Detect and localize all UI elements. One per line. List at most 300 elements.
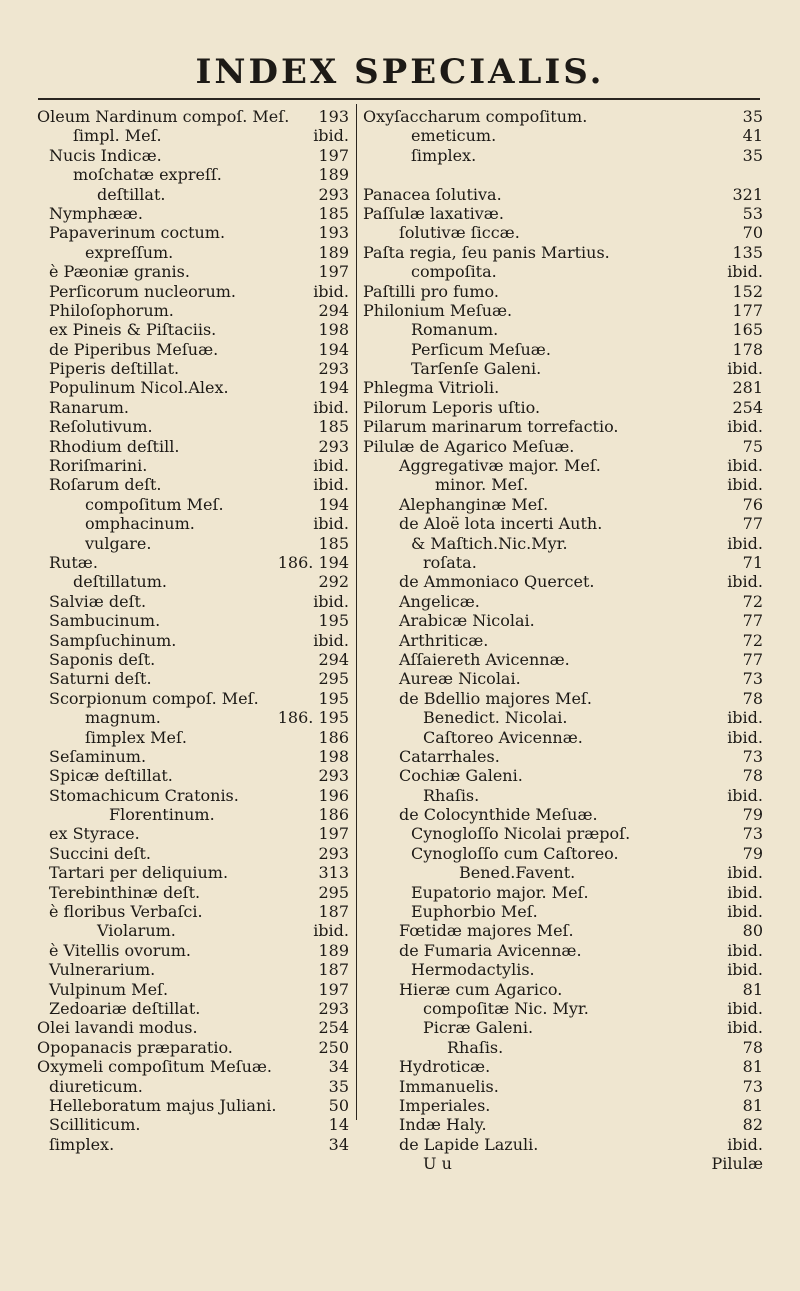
entry-term: Seſaminum. [49, 746, 147, 766]
entry-page-number: ibid. [313, 921, 349, 941]
entry-page-number: 187 [318, 902, 349, 922]
entry-term: minor. Meſ. [435, 475, 529, 495]
index-entry [363, 824, 763, 843]
index-entry [37, 921, 349, 940]
entry-term: Arabicæ Nicolai. [399, 611, 535, 631]
entry-page-number: 254 [732, 397, 763, 417]
entry-term: Tarſenſe Galeni. [411, 359, 542, 379]
index-entry [363, 243, 763, 262]
entry-term: Alephanginæ Meſ. [399, 494, 549, 514]
entry-term: Perſicum Meſuæ. [411, 339, 551, 359]
entry-term: ſolutivæ ſiccæ. [399, 223, 520, 243]
entry-page-number: ibid. [313, 281, 349, 301]
index-entry [363, 572, 763, 591]
entry-term: ſimplex. [411, 145, 477, 165]
entry-term: emeticum. [411, 126, 497, 146]
entry-page-number: 185 [318, 533, 349, 553]
entry-page-number: 35 [328, 1076, 349, 1096]
entry-term: Philonium Meſuæ. [363, 300, 513, 320]
index-entry [37, 514, 349, 533]
entry-term: Zedoariæ deſtillat. [49, 998, 201, 1018]
entry-term: Arthriticæ. [399, 630, 489, 650]
index-entry [37, 223, 349, 242]
entry-page-number: ibid. [313, 514, 349, 534]
entry-page-number: 78 [742, 1037, 763, 1057]
entry-page-number: 189 [318, 940, 349, 960]
entry-term: Benedict. Nicolai. [423, 708, 568, 728]
entry-term: Angelicæ. [399, 591, 480, 611]
entry-page-number: ibid. [727, 727, 763, 747]
entry-term: Vulnerarium. [49, 960, 156, 980]
index-entry [37, 398, 349, 417]
entry-term: Spicæ deſtillat. [49, 766, 173, 786]
entry-page-number: 293 [318, 184, 349, 204]
entry-page-number: Pilulæ [711, 1154, 763, 1174]
entry-page-number: 35 [742, 107, 763, 126]
entry-page-number: 295 [318, 669, 349, 689]
index-entry [37, 475, 349, 494]
entry-term: Nucis Indicæ. [49, 145, 162, 165]
index-entry [363, 204, 763, 223]
entry-term: Hydroticæ. [399, 1057, 491, 1077]
index-entry [363, 262, 763, 281]
entry-page-number: 73 [742, 824, 763, 844]
index-entry [363, 902, 763, 921]
entry-term: de Ammoniaco Quercet. [399, 572, 595, 592]
index-entry [37, 611, 349, 630]
entry-page-number: 73 [742, 1076, 763, 1096]
index-entry [37, 883, 349, 902]
entry-term: Aggregativæ major. Meſ. [399, 456, 601, 476]
index-entry [37, 1135, 349, 1154]
entry-page-number: 193 [318, 107, 349, 126]
entry-term: compoſitum Meſ. [85, 494, 224, 514]
index-entry [37, 262, 349, 281]
entry-term: Panacea ſolutiva. [363, 184, 502, 204]
entry-term: & Maſtich.Nic.Myr. [411, 533, 568, 553]
index-entry [363, 883, 763, 902]
index-entry [37, 495, 349, 514]
index-entry [37, 1018, 349, 1037]
index-entry [363, 728, 763, 747]
entry-page-number: ibid. [727, 359, 763, 379]
index-entry [363, 475, 763, 494]
entry-term: vulgare. [85, 533, 152, 553]
index-entry [37, 553, 349, 572]
entry-page-number: ibid. [727, 572, 763, 592]
index-entry [37, 786, 349, 805]
entry-page-number: 35 [742, 145, 763, 165]
entry-page-number: 76 [742, 494, 763, 514]
index-entry [363, 1018, 763, 1037]
entry-page-number: 186 [318, 727, 349, 747]
entry-term: de Colocynthide Meſuæ. [399, 805, 598, 825]
entry-page-number: ibid. [727, 262, 763, 282]
entry-page-number: ibid. [727, 863, 763, 883]
entry-term: deſtillat. [97, 184, 166, 204]
entry-page-number: 34 [328, 1057, 349, 1077]
index-entry [363, 689, 763, 708]
entry-term: omphacinum. [85, 514, 195, 534]
index-entry [37, 863, 349, 882]
index-entry [37, 165, 349, 184]
entry-term: ſimpl. Meſ. [73, 126, 162, 146]
index-entry [37, 592, 349, 611]
page-header: INDEX SPECIALIS. [195, 52, 605, 92]
entry-term: Rutæ. [49, 552, 98, 572]
index-entry [363, 126, 763, 145]
entry-page-number: 50 [328, 1095, 349, 1115]
index-entry [363, 320, 763, 339]
entry-page-number: ibid. [727, 960, 763, 980]
entry-term: Florentinum. [109, 805, 215, 825]
index-entry [37, 728, 349, 747]
entry-page-number: ibid. [727, 785, 763, 805]
index-entry [37, 747, 349, 766]
index-entry [37, 243, 349, 262]
index-entry [37, 902, 349, 921]
entry-term: Roriſmarini. [49, 456, 148, 476]
entry-term: Eupatorio major. Meſ. [411, 882, 589, 902]
index-entry [363, 1154, 763, 1173]
index-entry [363, 107, 763, 126]
index-entry [37, 689, 349, 708]
entry-page-number: 254 [318, 1018, 349, 1038]
entry-term: Perſicorum nucleorum. [49, 281, 237, 301]
entry-term: Reſolutivum. [49, 417, 153, 437]
entry-page-number: 294 [318, 300, 349, 320]
entry-page-number: ibid. [313, 591, 349, 611]
entry-page-number: 77 [742, 514, 763, 534]
entry-page-number: 82 [742, 1115, 763, 1135]
entry-term: Salviæ deſt. [49, 591, 147, 611]
entry-term: Phlegma Vitrioli. [363, 378, 500, 398]
entry-page-number: 189 [318, 242, 349, 262]
entry-term: Paſtilli pro fumo. [363, 281, 499, 301]
entry-page-number: 177 [732, 300, 763, 320]
index-entry [363, 1115, 763, 1134]
index-entry [363, 514, 763, 533]
entry-page-number: 198 [318, 746, 349, 766]
entry-term: ex Styrace. [49, 824, 140, 844]
index-entry [363, 805, 763, 824]
entry-page-number: 198 [318, 320, 349, 340]
index-entry [363, 1077, 763, 1096]
entry-page-number: 195 [318, 688, 349, 708]
index-entry [363, 941, 763, 960]
index-entry [37, 126, 349, 145]
entry-page-number: ibid. [727, 882, 763, 902]
entry-term: ſimplex. [49, 1134, 115, 1154]
entry-page-number: 185 [318, 417, 349, 437]
entry-term: Opopanacis præparatio. [37, 1037, 233, 1057]
entry-page-number: ibid. [313, 475, 349, 495]
index-entry [37, 378, 349, 397]
entry-term: Caſtoreo Avicennæ. [423, 727, 583, 747]
index-entry [363, 417, 763, 436]
entry-term: Pilarum marinarum torrefactio. [363, 417, 619, 437]
entry-term: Pilorum Leporis uſtio. [363, 397, 541, 417]
entry-term: magnum. [85, 708, 161, 728]
entry-term: Scilliticum. [49, 1115, 141, 1135]
index-entry [37, 146, 349, 165]
entry-page-number: ibid. [727, 902, 763, 922]
entry-page-number: 80 [742, 921, 763, 941]
entry-page-number: 197 [318, 979, 349, 999]
index-entry [37, 824, 349, 843]
entry-term: de Bdellio majores Meſ. [399, 688, 592, 708]
entry-page-number: 185 [318, 203, 349, 223]
index-entry [363, 786, 763, 805]
column-divider [356, 104, 357, 1120]
index-entry [37, 805, 349, 824]
entry-page-number: ibid. [313, 397, 349, 417]
index-entry [363, 863, 763, 882]
entry-term: Vulpinum Meſ. [49, 979, 169, 999]
entry-page-number: 152 [732, 281, 763, 301]
index-entry [37, 708, 349, 727]
entry-term: Saturni deſt. [49, 669, 152, 689]
index-entry [37, 1057, 349, 1076]
entry-term: Paſta regia, ſeu panis Martius. [363, 242, 610, 262]
index-entry [363, 669, 763, 688]
entry-page-number: 293 [318, 843, 349, 863]
index-entry [37, 417, 349, 436]
index-entry [363, 1057, 763, 1076]
entry-page-number: 53 [742, 203, 763, 223]
entry-page-number: 197 [318, 824, 349, 844]
entry-page-number: 186. 195 [277, 708, 349, 728]
entry-page-number: 194 [318, 494, 349, 514]
entry-term: Tartari per deliquium. [49, 863, 229, 883]
entry-term: compoſita. [411, 262, 497, 282]
entry-term: Oleum Nardinum compoſ. Meſ. [37, 107, 290, 126]
index-entry [37, 282, 349, 301]
index-entry [363, 378, 763, 397]
index-entry [363, 980, 763, 999]
index-entry [363, 708, 763, 727]
entry-page-number: 186. 194 [277, 552, 349, 572]
entry-term: Philoſophorum. [49, 300, 174, 320]
index-entry [363, 1135, 763, 1154]
entry-term: Oxymeli compoſitum Meſuæ. [37, 1057, 273, 1077]
entry-term: Fœtidæ majores Meſ. [399, 921, 574, 941]
right-column [363, 107, 763, 1173]
entry-term: Pilulæ de Agarico Meſuæ. [363, 436, 575, 456]
entry-page-number: 293 [318, 359, 349, 379]
entry-page-number: 194 [318, 378, 349, 398]
index-entry [37, 572, 349, 591]
entry-term: Violarum. [97, 921, 176, 941]
entry-term: U u [423, 1154, 452, 1174]
entry-page-number: 73 [742, 746, 763, 766]
entry-page-number: 77 [742, 649, 763, 669]
index-entry [363, 631, 763, 650]
entry-page-number: 194 [318, 339, 349, 359]
index-entry [37, 844, 349, 863]
entry-term: Succini deſt. [49, 843, 151, 863]
entry-term: de Fumaria Avicennæ. [399, 940, 582, 960]
entry-page-number: ibid. [313, 456, 349, 476]
index-entry [37, 1077, 349, 1096]
entry-term: Stomachicum Cratonis. [49, 785, 239, 805]
index-entry [363, 611, 763, 630]
entry-term: expreſſum. [85, 242, 174, 262]
entry-page-number: 78 [742, 688, 763, 708]
index-entry [363, 534, 763, 553]
entry-term: Nymphææ. [49, 203, 143, 223]
entry-term: Papaverinum coctum. [49, 223, 226, 243]
entry-term: Hermodactylis. [411, 960, 535, 980]
entry-page-number: 313 [318, 863, 349, 883]
index-entry [37, 359, 349, 378]
entry-term: Aureæ Nicolai. [399, 669, 521, 689]
index-entry [37, 320, 349, 339]
index-entry [37, 340, 349, 359]
index-entry [363, 592, 763, 611]
entry-page-number: 281 [732, 378, 763, 398]
index-entry [363, 146, 763, 165]
entry-page-number: 293 [318, 436, 349, 456]
entry-term: de Lapide Lazuli. [399, 1134, 539, 1154]
entry-term: è floribus Verbaſci. [49, 902, 203, 922]
entry-term: Roſarum deſt. [49, 475, 162, 495]
index-entry [37, 534, 349, 553]
entry-term: è Vitellis ovorum. [49, 940, 192, 960]
entry-term: Cynogloſſo Nicolai præpoſ. [411, 824, 631, 844]
entry-page-number: 295 [318, 882, 349, 902]
entry-page-number: 72 [742, 630, 763, 650]
entry-term: Immanuelis. [399, 1076, 499, 1096]
entry-page-number: 197 [318, 262, 349, 282]
header-rule [38, 98, 760, 100]
index-entry [37, 107, 349, 126]
index-entry [363, 844, 763, 863]
entry-page-number: ibid. [727, 708, 763, 728]
entry-page-number: 75 [742, 436, 763, 456]
index-entry [363, 1096, 763, 1115]
index-entry [37, 1096, 349, 1115]
entry-page-number: 197 [318, 145, 349, 165]
entry-term: Aſſaiereth Avicennæ. [399, 649, 570, 669]
index-entry [363, 301, 763, 320]
entry-page-number: ibid. [727, 1134, 763, 1154]
entry-page-number: 81 [742, 1057, 763, 1077]
entry-term: Olei lavandi modus. [37, 1018, 198, 1038]
entry-term: Romanum. [411, 320, 499, 340]
entry-term: compoſitæ Nic. Myr. [423, 998, 589, 1018]
entry-term: Piperis deſtillat. [49, 359, 180, 379]
entry-page-number: 293 [318, 766, 349, 786]
index-entry [363, 495, 763, 514]
index-entry [363, 766, 763, 785]
index-entry [37, 999, 349, 1018]
index-entry [37, 185, 349, 204]
entry-term: Paſſulæ laxativæ. [363, 203, 504, 223]
index-entry [363, 999, 763, 1018]
entry-page-number: ibid. [727, 475, 763, 495]
entry-term: Indæ Haly. [399, 1115, 487, 1135]
index-entry [363, 553, 763, 572]
entry-page-number: 81 [742, 979, 763, 999]
entry-term: Rhaſis. [423, 785, 480, 805]
entry-term: de Piperibus Meſuæ. [49, 339, 219, 359]
entry-page-number: ibid. [727, 1018, 763, 1038]
entry-page-number: ibid. [727, 940, 763, 960]
entry-page-number: ibid. [313, 126, 349, 146]
index-entry [37, 980, 349, 999]
entry-term: Rhodium deſtill. [49, 436, 180, 456]
entry-page-number: 77 [742, 611, 763, 631]
entry-term: ex Pineis & Piſtaciis. [49, 320, 217, 340]
entry-page-number: 78 [742, 766, 763, 786]
entry-term: diureticum. [49, 1076, 143, 1096]
entry-page-number: 196 [318, 785, 349, 805]
entry-term: Terebinthinæ deſt. [49, 882, 201, 902]
index-entry [37, 204, 349, 223]
index-entry [363, 223, 763, 242]
index-entry [37, 960, 349, 979]
entry-term: Cochiæ Galeni. [399, 766, 523, 786]
index-entry [37, 1115, 349, 1134]
entry-page-number: 70 [742, 223, 763, 243]
index-entry [363, 747, 763, 766]
entry-page-number: 187 [318, 960, 349, 980]
index-entry [37, 301, 349, 320]
entry-page-number: 79 [742, 843, 763, 863]
entry-page-number: 321 [732, 184, 763, 204]
entry-term: Picræ Galeni. [423, 1018, 534, 1038]
entry-page-number: 79 [742, 805, 763, 825]
entry-term: roſata. [423, 552, 477, 572]
entry-term: Hieræ cum Agarico. [399, 979, 563, 999]
index-entry [363, 398, 763, 417]
entry-term: Sampſuchinum. [49, 630, 177, 650]
entry-page-number: 195 [318, 611, 349, 631]
entry-page-number: ibid. [727, 417, 763, 437]
entry-page-number: 81 [742, 1095, 763, 1115]
index-entry [363, 960, 763, 979]
entry-term: Saponis deſt. [49, 649, 156, 669]
index-entry [363, 340, 763, 359]
entry-page-number: 292 [318, 572, 349, 592]
entry-term: Cynogloſſo cum Caſtoreo. [411, 843, 619, 863]
entry-page-number: ibid. [727, 456, 763, 476]
entry-term: moſchatæ expreſſ. [73, 165, 222, 185]
entry-page-number: 294 [318, 649, 349, 669]
index-entry [363, 437, 763, 456]
entry-page-number: 178 [732, 339, 763, 359]
entry-page-number: 193 [318, 223, 349, 243]
entry-term: Oxyſaccharum compoſitum. [363, 107, 588, 126]
entry-page-number: 41 [742, 126, 763, 146]
entry-term: Euphorbio Meſ. [411, 902, 538, 922]
left-column [37, 107, 349, 1154]
entry-page-number: 189 [318, 165, 349, 185]
index-entry [37, 766, 349, 785]
entry-page-number: 71 [742, 552, 763, 572]
index-entry [363, 165, 763, 184]
entry-term: deſtillatum. [73, 572, 167, 592]
entry-term: Bened.Favent. [459, 863, 576, 883]
entry-page-number: 293 [318, 998, 349, 1018]
index-entry [37, 631, 349, 650]
entry-term: Scorpionum compoſ. Meſ. [49, 688, 259, 708]
index-entry [363, 359, 763, 378]
entry-page-number: 250 [318, 1037, 349, 1057]
index-entry [37, 941, 349, 960]
entry-term: de Aloë lota incerti Auth. [399, 514, 603, 534]
